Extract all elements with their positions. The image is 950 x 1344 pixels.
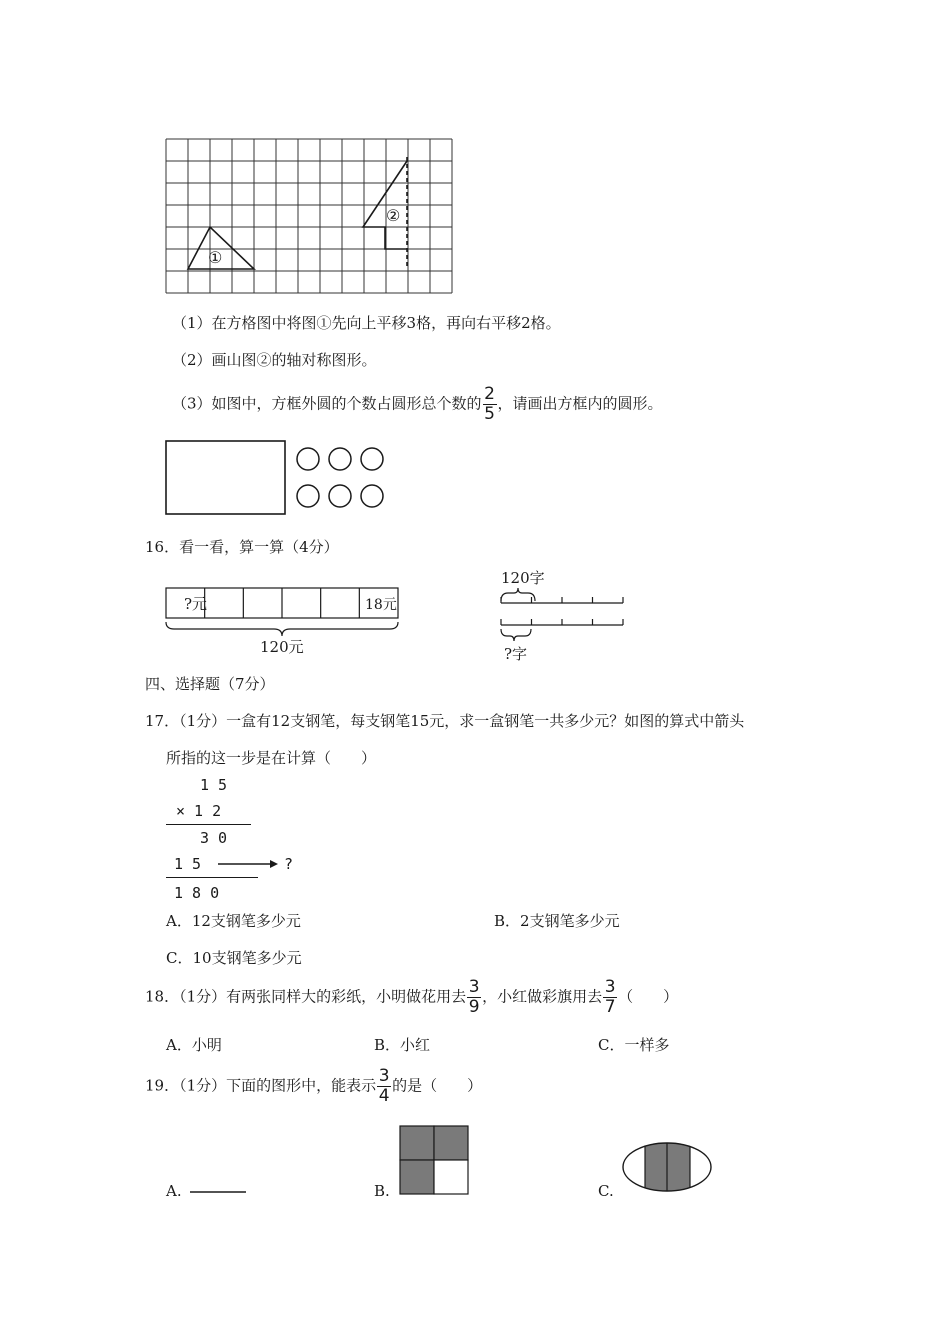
q19-option-c[interactable]: C. <box>598 1182 614 1200</box>
q15-item-3 <box>172 386 663 423</box>
fraction-2-5: $\frac{2}{5}$ <box>484 384 495 424</box>
figure-2-label: ② <box>386 206 401 225</box>
q17-stem-line-2: 所指的这一步是在计算（ ） <box>166 749 377 767</box>
fraction-3-9: $\frac{3}{9}$ <box>468 977 480 1017</box>
q19-stem-tail: 的是（ ） <box>392 1076 483 1095</box>
calc-row-2: × 1 2 <box>176 802 222 820</box>
q18-stem-mid: ，小红做彩旗用去 <box>482 987 603 1006</box>
q18-stem <box>145 979 678 1016</box>
circle-shape <box>297 485 319 507</box>
q18-stem-tail: （ ） <box>618 987 679 1006</box>
top-count-label: 120字 <box>501 569 545 587</box>
q19-option-a[interactable]: A. <box>166 1182 182 1200</box>
option-b-square-figure <box>398 1124 472 1196</box>
q18-option-c[interactable]: C．一样多 <box>598 1036 670 1054</box>
figure-1-label: ① <box>208 248 223 267</box>
q16-right-diagram <box>495 563 635 667</box>
option-a-line-figure <box>188 1188 248 1196</box>
known-price-label: 18元 <box>365 597 397 613</box>
q17-stem-line-1: 17．（1分）一盒有12支钢笔，每支钢笔15元，求一盒钢笔一共多少元？如图的算式中箭头 <box>145 712 745 730</box>
q17-option-a[interactable]: A．12支钢笔多少元 <box>166 912 301 930</box>
q15-item-3-text: （3）如图中，方框外圆的个数占圆形总个数的 <box>172 394 482 413</box>
top-brace <box>501 588 535 601</box>
calc-row-5: 1 8 0 <box>174 884 220 902</box>
circle-shape <box>297 448 319 470</box>
fraction-3-4: $\frac{3}{4}$ <box>378 1066 390 1106</box>
q15-grid-figure <box>160 135 460 300</box>
total-brace <box>166 622 398 636</box>
q15-circles-figure <box>160 436 400 520</box>
calc-row-1: 1 5 <box>200 776 228 794</box>
q19-option-b[interactable]: B. <box>374 1182 390 1200</box>
calc-arrow-label: ? <box>284 855 294 873</box>
fraction-3-7: $\frac{3}{7}$ <box>604 977 616 1017</box>
calc-rule-2 <box>166 877 258 878</box>
circle-shape <box>329 448 351 470</box>
q18-stem-text: 18．（1分）有两张同样大的彩纸，小明做花用去 <box>145 987 467 1006</box>
section-4-title: 四、选择题（7分） <box>145 675 275 693</box>
q16-left-diagram <box>160 582 410 660</box>
q15-item-2: （2）画山图②的轴对称图形。 <box>172 351 377 369</box>
option-c-ellipse-figure <box>620 1140 714 1196</box>
q17-option-b[interactable]: B．2支钢笔多少元 <box>494 912 620 930</box>
bottom-brace <box>501 629 531 641</box>
q18-option-b[interactable]: B．小红 <box>374 1036 431 1054</box>
circle-shape <box>361 485 383 507</box>
total-price-label: 120元 <box>260 638 304 656</box>
calc-row-3: 3 0 <box>200 829 228 847</box>
q15-item-1: （1）在方格图中将图①先向上平移3格，再向右平移2格。 <box>172 314 561 332</box>
circle-shape <box>361 448 383 470</box>
q16-title: 16．看一看，算一算（4分） <box>145 538 339 556</box>
unknown-price-label: ?元 <box>184 595 208 613</box>
calc-row-4: 1 5 <box>174 855 202 873</box>
circle-shape <box>329 485 351 507</box>
q19-stem <box>145 1068 482 1105</box>
q17-option-c[interactable]: C．10支钢笔多少元 <box>166 949 302 967</box>
bottom-count-label: ?字 <box>504 645 528 663</box>
q15-item-3-tail: ，请画出方框内的圆形。 <box>497 394 663 413</box>
q18-option-a[interactable]: A．小明 <box>166 1036 222 1054</box>
q19-stem-text: 19．（1分）下面的图形中，能表示 <box>145 1076 377 1095</box>
answer-box <box>166 441 285 514</box>
calc-rule-1 <box>166 824 251 825</box>
arrow-icon <box>216 856 280 872</box>
